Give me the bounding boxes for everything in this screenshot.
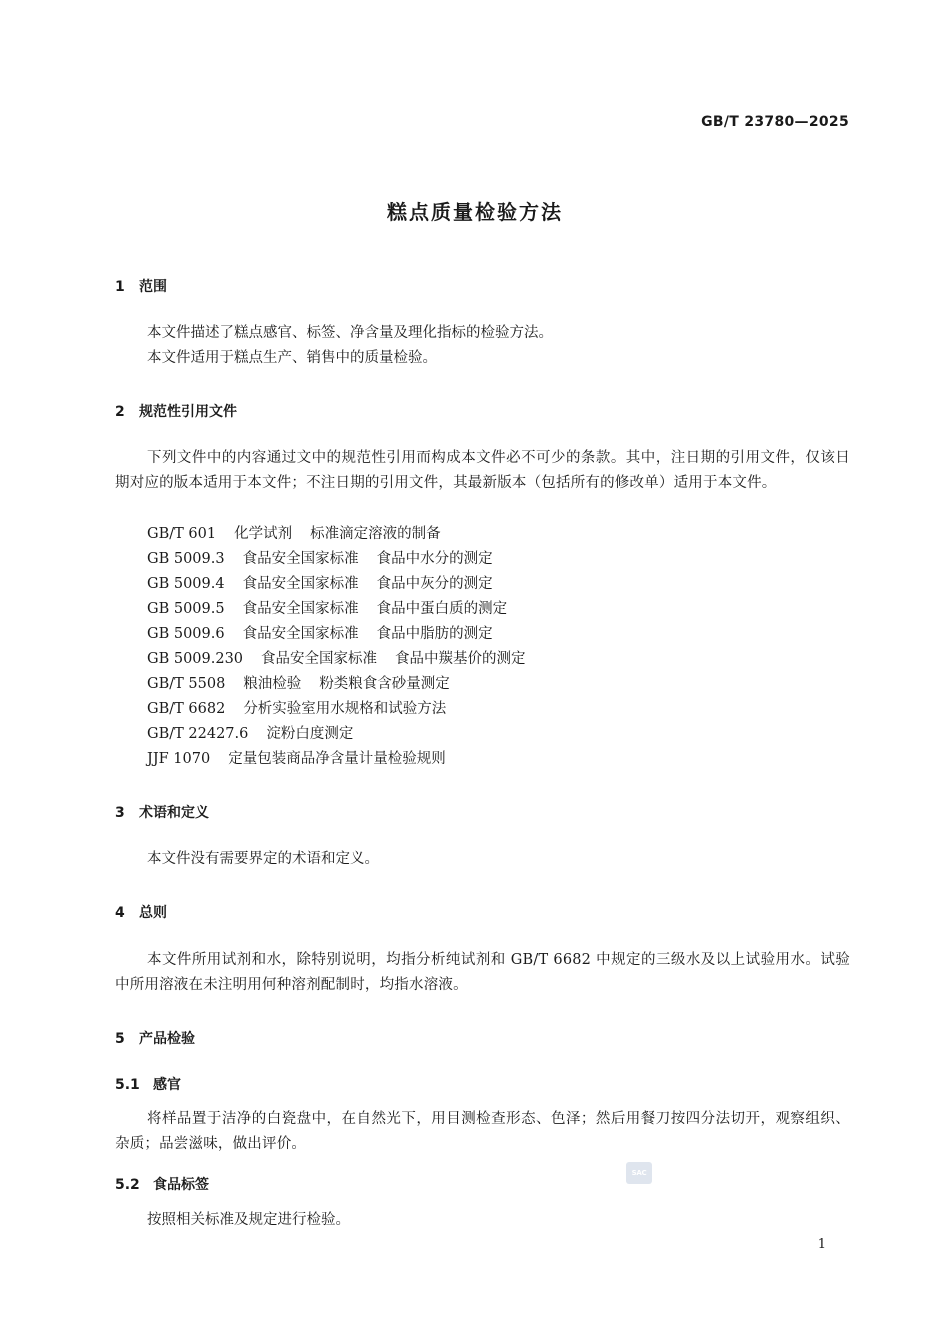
standard-number: GB/T 23780—2025 (701, 114, 849, 130)
ref-code: GB 5009.230 (147, 651, 244, 667)
ref-code: GB 5009.5 (147, 601, 225, 617)
reference-item (147, 572, 493, 597)
reference-item (147, 747, 464, 772)
subsection-title: 感官 (153, 1077, 181, 1093)
reference-item (147, 547, 493, 572)
ref-title-part2: 食品中脂肪的测定 (376, 626, 493, 642)
sensory-text: 将样品置于洁净的白瓷盘中，在自然光下，用目测检查形态、色泽；然后用餐刀按四分法切开，观察组织、杂质；品尝滋味，做出评价。 (115, 1111, 850, 1152)
ref-code: JJF 1070 (147, 751, 211, 767)
ref-title-part2: 食品中羰基价的测定 (395, 651, 526, 667)
section-title: 术语和定义 (139, 805, 209, 821)
reference-item (147, 522, 441, 547)
reference-item (147, 597, 507, 622)
subsection-title: 食品标签 (153, 1177, 209, 1193)
document-title: 糕点质量检验方法 (387, 200, 563, 224)
ref-code: GB 5009.6 (147, 626, 225, 642)
ref-title-part1: 粮油检验 (243, 676, 302, 692)
ref-code: GB/T 22427.6 (147, 726, 249, 742)
ref-title-part1: 食品安全国家标准 (261, 651, 378, 667)
ref-code: GB/T 601 (147, 526, 217, 542)
ref-title-part1: 食品安全国家标准 (242, 576, 359, 592)
section-heading-3 (115, 802, 209, 822)
reference-item (147, 697, 464, 722)
terms-text: 本文件没有需要界定的术语和定义。 (147, 851, 379, 867)
ref-code: GB 5009.4 (147, 576, 225, 592)
general-text: 本文件所用试剂和水，除特别说明，均指分析纯试剂和 GB/T 6682 中规定的三级水及以上试验用水。试验中所用溶液在未注明用何种溶剂配制时，均指水溶液。 (115, 952, 850, 993)
reference-item (147, 622, 493, 647)
subsection-number: 5.2 (115, 1177, 140, 1193)
ref-title-part1: 化学试剂 (234, 526, 293, 542)
ref-code: GB 5009.3 (147, 551, 225, 567)
section-number: 2 (115, 404, 125, 420)
subsection-heading-5-1 (115, 1074, 181, 1094)
reference-item (147, 647, 526, 672)
ref-title-part1: 定量包装商品净含量计量检验规则 (228, 751, 446, 767)
ref-title-part2: 食品中灰分的测定 (376, 576, 493, 592)
sac-watermark-icon: SAC (626, 1162, 652, 1184)
section-number: 1 (115, 279, 125, 295)
section-number: 4 (115, 905, 125, 921)
section-number: 5 (115, 1031, 125, 1047)
ref-title-part1: 淀粉白度测定 (266, 726, 354, 742)
section-title: 产品检验 (139, 1031, 195, 1047)
section-heading-2 (115, 401, 237, 421)
ref-title-part1: 食品安全国家标准 (242, 551, 359, 567)
scope-line-2: 本文件适用于糕点生产、销售中的质量检验。 (147, 350, 437, 366)
reference-item (147, 722, 371, 747)
ref-title-part1: 食品安全国家标准 (242, 601, 359, 617)
subsection-number: 5.1 (115, 1077, 140, 1093)
section-heading-5 (115, 1028, 195, 1048)
section-title: 范围 (139, 279, 167, 295)
page-number: 1 (817, 1237, 826, 1252)
section-number: 3 (115, 805, 125, 821)
label-text: 按照相关标准及规定进行检验。 (147, 1212, 350, 1228)
section-title: 规范性引用文件 (139, 404, 237, 420)
section-heading-4 (115, 902, 167, 922)
ref-title-part1: 食品安全国家标准 (242, 626, 359, 642)
reference-item (147, 672, 450, 697)
subsection-heading-5-2 (115, 1174, 209, 1194)
ref-title-part2: 粉类粮食含砂量测定 (319, 676, 450, 692)
ref-title-part2: 食品中蛋白质的测定 (376, 601, 508, 617)
ref-code: GB/T 5508 (147, 676, 226, 692)
references-intro: 下列文件中的内容通过文中的规范性引用而构成本文件必不可少的条款。其中，注日期的引用文件，仅该日期对应的版本适用于本文件；不注日期的引用文件，其最新版本（包括所有的修改单）适用于本文件。 (115, 450, 850, 491)
ref-title-part1: 分析实验室用水规格和试验方法 (243, 701, 447, 717)
ref-title-part2: 标准滴定溶液的制备 (310, 526, 441, 542)
section-title: 总则 (139, 905, 167, 921)
scope-line-1: 本文件描述了糕点感官、标签、净含量及理化指标的检验方法。 (147, 325, 553, 341)
ref-title-part2: 食品中水分的测定 (376, 551, 493, 567)
ref-code: GB/T 6682 (147, 701, 226, 717)
section-heading-1 (115, 276, 167, 296)
